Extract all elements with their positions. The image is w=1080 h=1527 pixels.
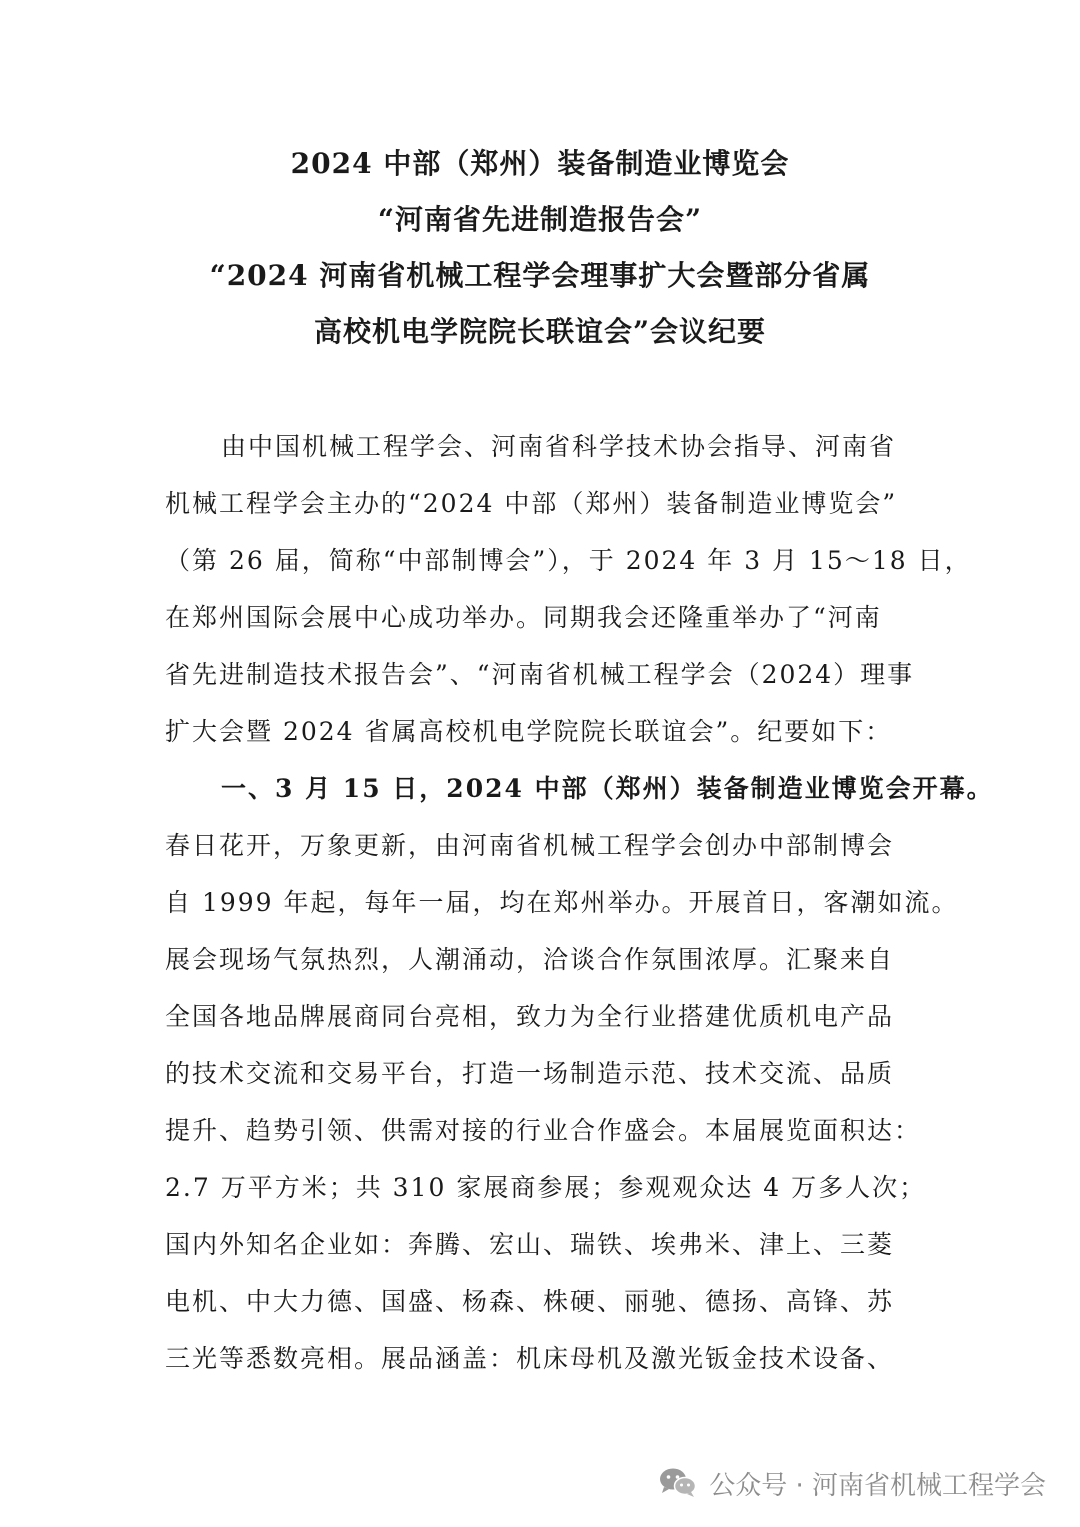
body-line: 由中国机械工程学会、河南省科学技术协会指导、河南省 [221, 432, 897, 461]
wechat-icon [659, 1467, 697, 1499]
body-line: 展会现场气氛热烈，人潮涌动，洽谈合作氛围浓厚。汇聚来自 [165, 945, 895, 974]
body-line: 三光等悉数亮相。展品涵盖：机床母机及激光钣金技术设备、 [165, 1344, 895, 1373]
body-line: 省先进制造技术报告会”、“河南省机械工程学会（2024）理事 [165, 660, 915, 689]
title-line: 2024 中部（郑州）装备制造业博览会 [290, 147, 790, 180]
document-title [140, 136, 940, 360]
document-body [165, 418, 994, 1387]
title-line: “河南省先进制造报告会” [377, 203, 703, 236]
body-line: 国内外知名企业如：奔腾、宏山、瑞铁、埃弗米、津上、三菱 [165, 1230, 895, 1259]
title-line: “2024 河南省机械工程学会理事扩大会暨部分省属 [209, 259, 871, 292]
body-line: （第 26 届，简称“中部制博会”），于 2024 年 3 月 15～18 日， [165, 546, 972, 575]
title-line: 高校机电学院院长联谊会”会议纪要 [313, 315, 767, 348]
body-line: 扩大会暨 2024 省属高校机电学院院长联谊会”。纪要如下： [165, 717, 893, 746]
body-line: 机械工程学会主办的“2024 中部（郑州）装备制造业博览会” [165, 489, 898, 518]
body-line: 2.7 万平方米；共 310 家展商参展；参观观众达 4 万多人次； [165, 1173, 927, 1202]
body-line: 自 1999 年起，每年一届，均在郑州举办。开展首日，客潮如流。 [165, 888, 959, 917]
body-line: 春日花开，万象更新，由河南省机械工程学会创办中部制博会 [165, 831, 895, 860]
body-line: 电机、中大力德、国盛、杨森、株硬、丽驰、德扬、高锋、苏 [165, 1287, 895, 1316]
watermark-text: 公众号 · 河南省机械工程学会 [709, 1470, 1046, 1501]
section-heading: 一、3 月 15 日，2024 中部（郑州）装备制造业博览会开幕。 [221, 774, 994, 803]
wechat-watermark [659, 1458, 1046, 1508]
body-line: 的技术交流和交易平台，打造一场制造示范、技术交流、品质 [165, 1059, 895, 1088]
body-line: 在郑州国际会展中心成功举办。同期我会还隆重举办了“河南 [165, 603, 882, 632]
body-line: 提升、趋势引领、供需对接的行业合作盛会。本届展览面积达： [165, 1116, 922, 1145]
body-line: 全国各地品牌展商同台亮相，致力为全行业搭建优质机电产品 [165, 1002, 895, 1031]
